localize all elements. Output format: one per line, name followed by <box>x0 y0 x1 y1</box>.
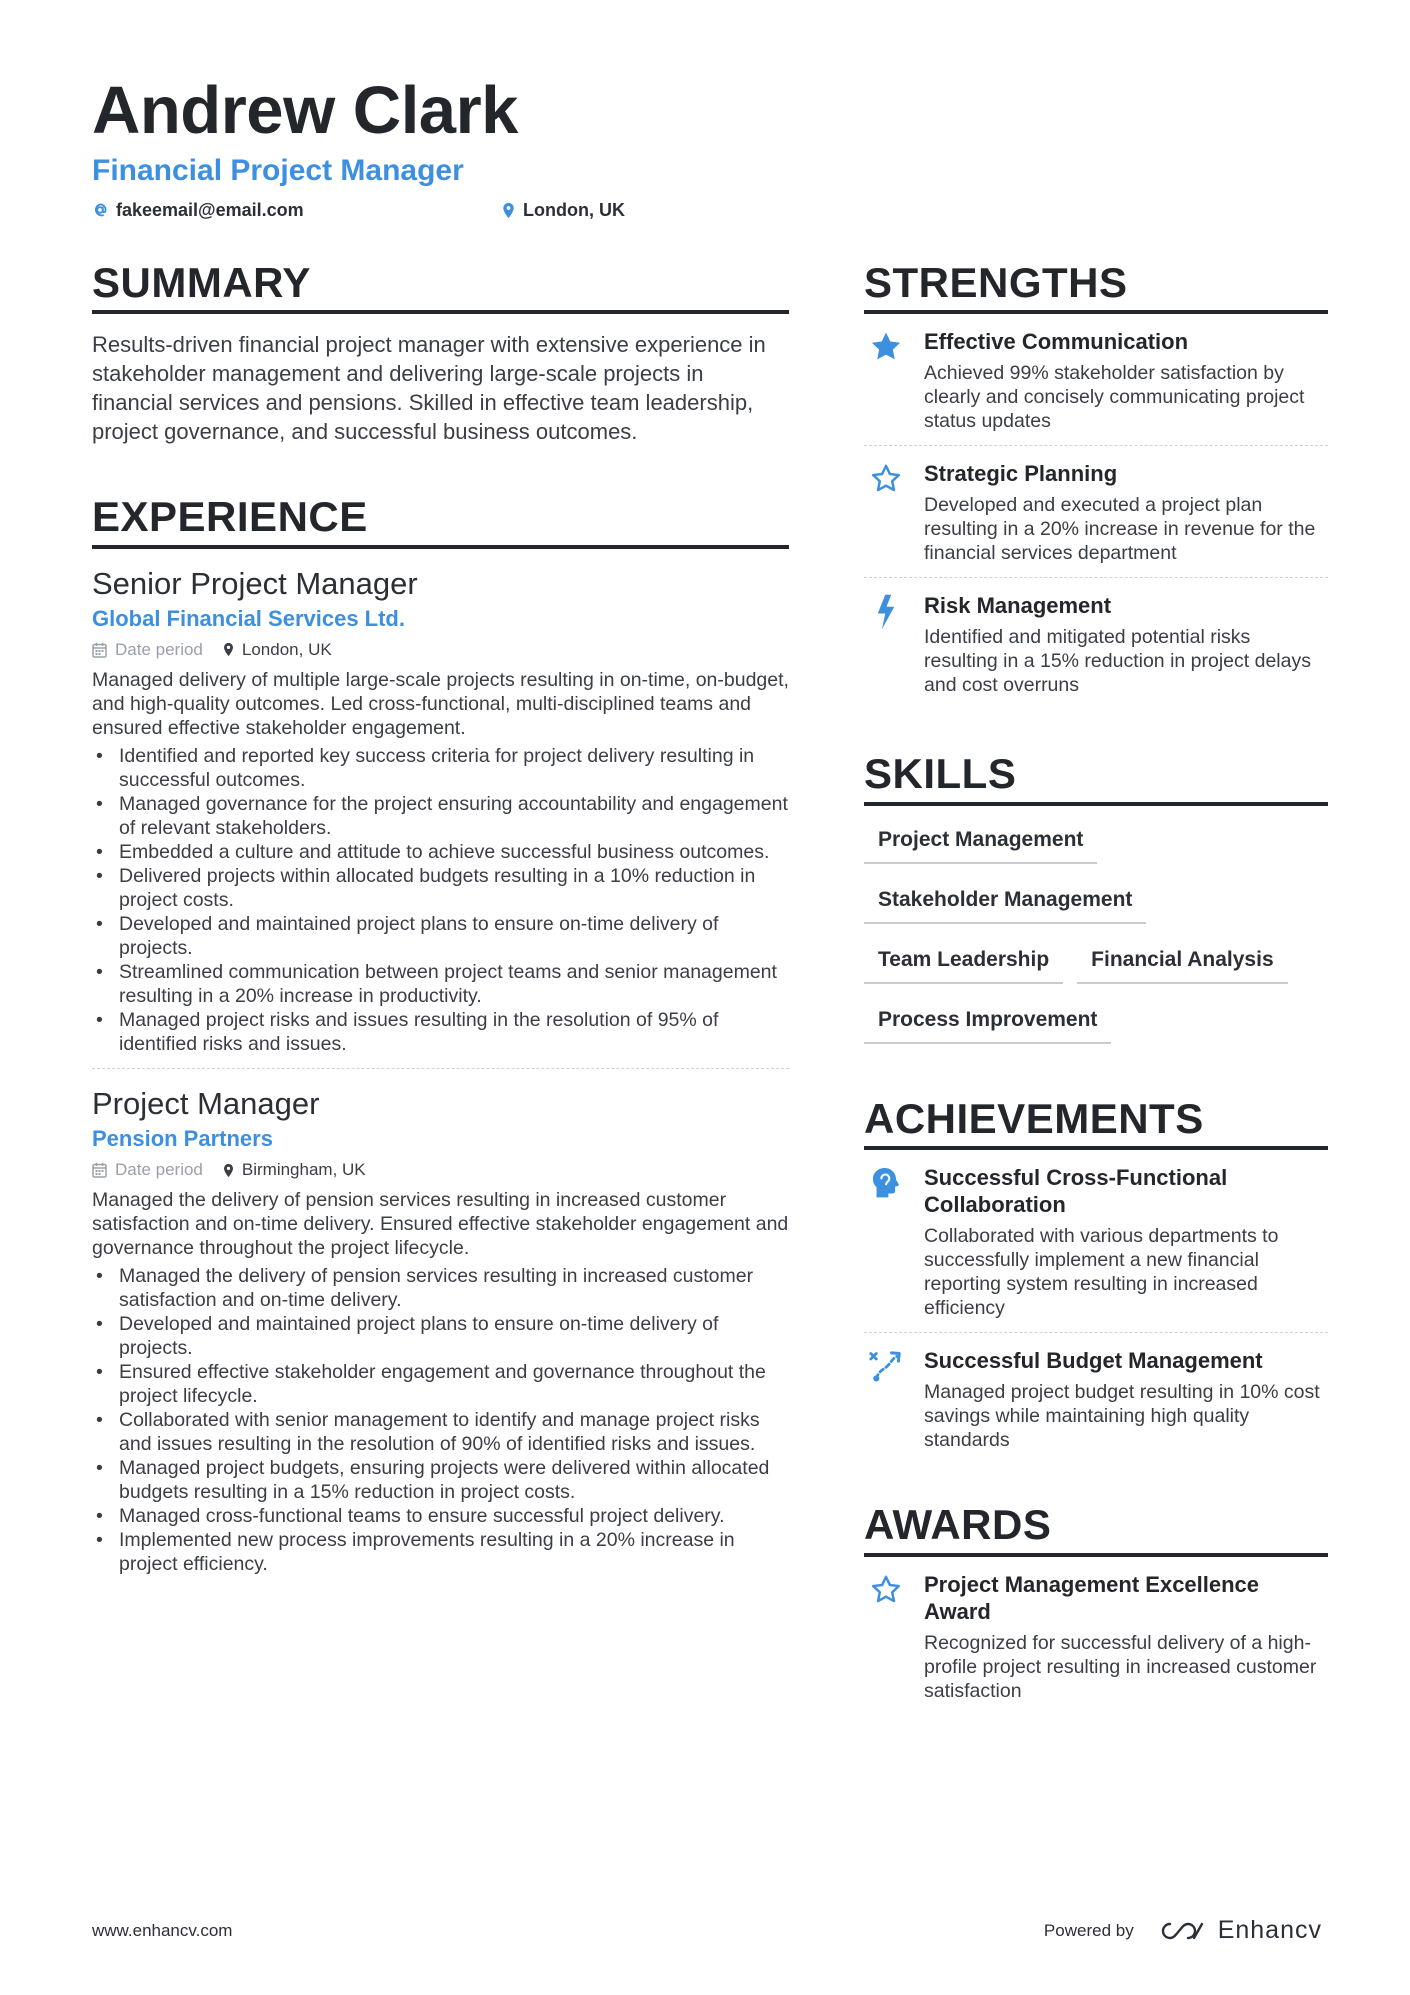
job-bullet: • Collaborated with senior management to identify and manage project risks and issues resulting in the resolution of 90% of identified risks and issues. <box>92 1408 789 1456</box>
candidate-name: Andrew Clark <box>92 73 518 148</box>
enhancv-logo-icon <box>1160 1920 1206 1942</box>
enhancv-logo[interactable] <box>1160 1916 1322 1945</box>
job-location <box>223 640 332 660</box>
lightning-icon <box>873 594 899 630</box>
strengths-heading: STRENGTHS <box>864 258 1328 314</box>
skill-row <box>864 998 1328 1044</box>
job-bullet: • Ensured effective stakeholder engagement and governance throughout the project lifecycle. <box>92 1360 789 1408</box>
job-entry <box>92 565 789 1069</box>
left-column <box>92 258 789 1576</box>
award-desc: Recognized for successful delivery of a high-profile project resulting in increased customer satisfaction <box>924 1631 1317 1702</box>
job-meta <box>92 1160 789 1180</box>
strength-item <box>864 314 1328 445</box>
calendar-icon <box>92 1162 107 1178</box>
job-bullet: • Managed the delivery of pension services resulting in increased customer satisfaction and on-time delivery. <box>92 1264 789 1312</box>
enhancv-logo-text: Enhancv <box>1217 1916 1322 1944</box>
achievement-desc: Managed project budget resulting in 10% cost savings while maintaining high quality standards <box>924 1381 1320 1452</box>
experience-heading: EXPERIENCE <box>92 492 789 548</box>
job-bullet: • Developed and maintained project plans to ensure on-time delivery of projects. <box>92 912 789 960</box>
star-outline-icon <box>869 462 903 495</box>
job-company: Pension Partners <box>92 1126 273 1152</box>
resume-footer <box>92 1916 1322 1945</box>
strength-desc: Developed and executed a project plan resulting in a 20% increase in revenue for the financial services department <box>924 494 1316 565</box>
award-icon-wrap <box>864 1571 908 1703</box>
awards-heading: AWARDS <box>864 1500 1328 1556</box>
strategy-icon <box>868 1349 904 1383</box>
job-company: Global Financial Services Ltd. <box>92 605 405 631</box>
contact-email-text: fakeemail@email.com <box>116 199 304 220</box>
strength-item <box>864 446 1328 577</box>
job-title: Senior Project Manager <box>92 565 418 601</box>
calendar-icon <box>92 642 107 658</box>
job-date-text: Date period <box>115 1160 203 1180</box>
job-bullet: • Developed and maintained project plans to ensure on-time delivery of projects. <box>92 1312 789 1360</box>
job-meta <box>92 640 789 660</box>
job-location-text: Birmingham, UK <box>241 1160 366 1180</box>
job-bullet: • Managed cross-functional teams to ensure successful project delivery. <box>92 1504 789 1528</box>
strength-title: Risk Management <box>924 593 1112 619</box>
achievement-icon-wrap <box>864 1347 908 1452</box>
experience-section <box>92 492 789 1576</box>
footer-website[interactable]: www.enhancv.com <box>92 1920 233 1940</box>
job-bullet: • Identified and reported key success criteria for project delivery resulting in successful outcomes. <box>92 744 789 792</box>
job-bullet: • Managed governance for the project ensuring accountability and engagement of relevant stakeholders. <box>92 792 789 840</box>
skill-tag: Stakeholder Management <box>864 878 1146 924</box>
job-date <box>92 640 203 660</box>
location-pin-icon <box>223 642 234 657</box>
job-location-text: London, UK <box>241 639 332 659</box>
contact-location-text: London, UK <box>523 199 625 220</box>
skill-row <box>864 818 1328 864</box>
job-bullet: • Implemented new process improvements resulting in a 20% increase in project efficiency. <box>92 1528 789 1576</box>
job-bullet: • Delivered projects within allocated budgets resulting in a 10% reduction in project costs. <box>92 864 789 912</box>
footer-branding <box>1044 1916 1322 1945</box>
head-icon <box>870 1166 902 1200</box>
job-bullet: • Managed project risks and issues resulting in the resolution of 95% of identified risks and issues. <box>92 1008 789 1056</box>
skill-tag: Team Leadership <box>864 938 1063 984</box>
strength-icon-wrap <box>864 328 908 433</box>
achievements-heading: ACHIEVEMENTS <box>864 1094 1328 1150</box>
strength-desc: Identified and mitigated potential risks resulting in a 15% reduction in project delays and cost overruns <box>924 626 1311 697</box>
strength-item <box>864 578 1328 709</box>
job-description: Managed delivery of multiple large-scale projects resulting in on-time, on-budget, and high-quality outcomes. Led cross-functional, multi-disciplined teams and ensured effective stakeholder engagement. <box>92 668 789 739</box>
job-bullets <box>92 1264 789 1576</box>
contact-email[interactable] <box>92 200 502 221</box>
job-bullet: • Embedded a culture and attitude to achieve successful business outcomes. <box>92 840 789 864</box>
job-entry <box>92 1085 789 1576</box>
achievement-item <box>864 1333 1328 1464</box>
job-location <box>223 1160 366 1180</box>
right-column <box>864 258 1328 1715</box>
skills-section <box>864 749 1328 1057</box>
job-divider <box>92 1068 789 1069</box>
achievement-desc: Collaborated with various departments to successfully implement a new financial reporting system resulting in increased efficiency <box>924 1225 1279 1320</box>
strength-title: Effective Communication <box>924 329 1189 355</box>
skill-tag: Project Management <box>864 818 1097 864</box>
star-outline-icon <box>869 1573 903 1606</box>
strengths-section <box>864 258 1328 709</box>
skill-row <box>864 938 1328 984</box>
job-bullet: • Managed project budgets, ensuring projects were delivered within allocated budgets resulting in a 15% reduction in project costs. <box>92 1456 789 1504</box>
achievement-icon-wrap <box>864 1164 908 1320</box>
location-pin-icon <box>223 1163 234 1178</box>
award-item <box>864 1557 1328 1715</box>
strength-desc: Achieved 99% stakeholder satisfaction by clearly and concisely communicating project status updates <box>924 362 1305 433</box>
summary-section <box>92 258 789 446</box>
strength-icon-wrap <box>864 460 908 565</box>
summary-heading: SUMMARY <box>92 258 789 314</box>
summary-text: Results-driven financial project manager with extensive experience in stakeholder management and delivering large-scale projects in financial services and pensions. Skilled in effective team leadership, project governance, and successful business outcomes. <box>92 332 766 445</box>
skills-list <box>864 818 1328 1058</box>
achievements-section <box>864 1094 1328 1464</box>
star-filled-icon <box>869 330 903 363</box>
skill-row <box>864 878 1328 924</box>
contact-location <box>502 200 625 221</box>
award-title: Project Management Excellence Award <box>924 1571 1260 1624</box>
strength-title: Strategic Planning <box>924 461 1118 487</box>
job-date <box>92 1160 203 1180</box>
candidate-title: Financial Project Manager <box>92 153 464 187</box>
job-bullet: • Streamlined communication between project teams and senior management resulting in a 20% increase in productivity. <box>92 960 789 1008</box>
job-title: Project Manager <box>92 1085 320 1121</box>
awards-section <box>864 1500 1328 1714</box>
achievement-item <box>864 1150 1328 1332</box>
location-pin-icon <box>502 202 515 219</box>
contact-row <box>92 200 1322 221</box>
at-icon <box>92 202 108 218</box>
job-bullets <box>92 744 789 1056</box>
skill-tag: Financial Analysis <box>1077 938 1287 984</box>
powered-by-label: Powered by <box>1043 1920 1134 1940</box>
skill-tag: Process Improvement <box>864 998 1111 1044</box>
achievement-title: Successful Cross-Functional Collaboration <box>924 1165 1228 1218</box>
resume-header <box>92 74 1322 221</box>
job-date-text: Date period <box>115 639 203 659</box>
achievement-title: Successful Budget Management <box>924 1348 1263 1374</box>
strength-icon-wrap <box>864 592 908 697</box>
job-description: Managed the delivery of pension services resulting in increased customer satisfaction and on-time delivery. Ensured effective stakeholder engagement and governance throughout the project lifecycle. <box>92 1189 789 1260</box>
skills-heading: SKILLS <box>864 749 1328 805</box>
